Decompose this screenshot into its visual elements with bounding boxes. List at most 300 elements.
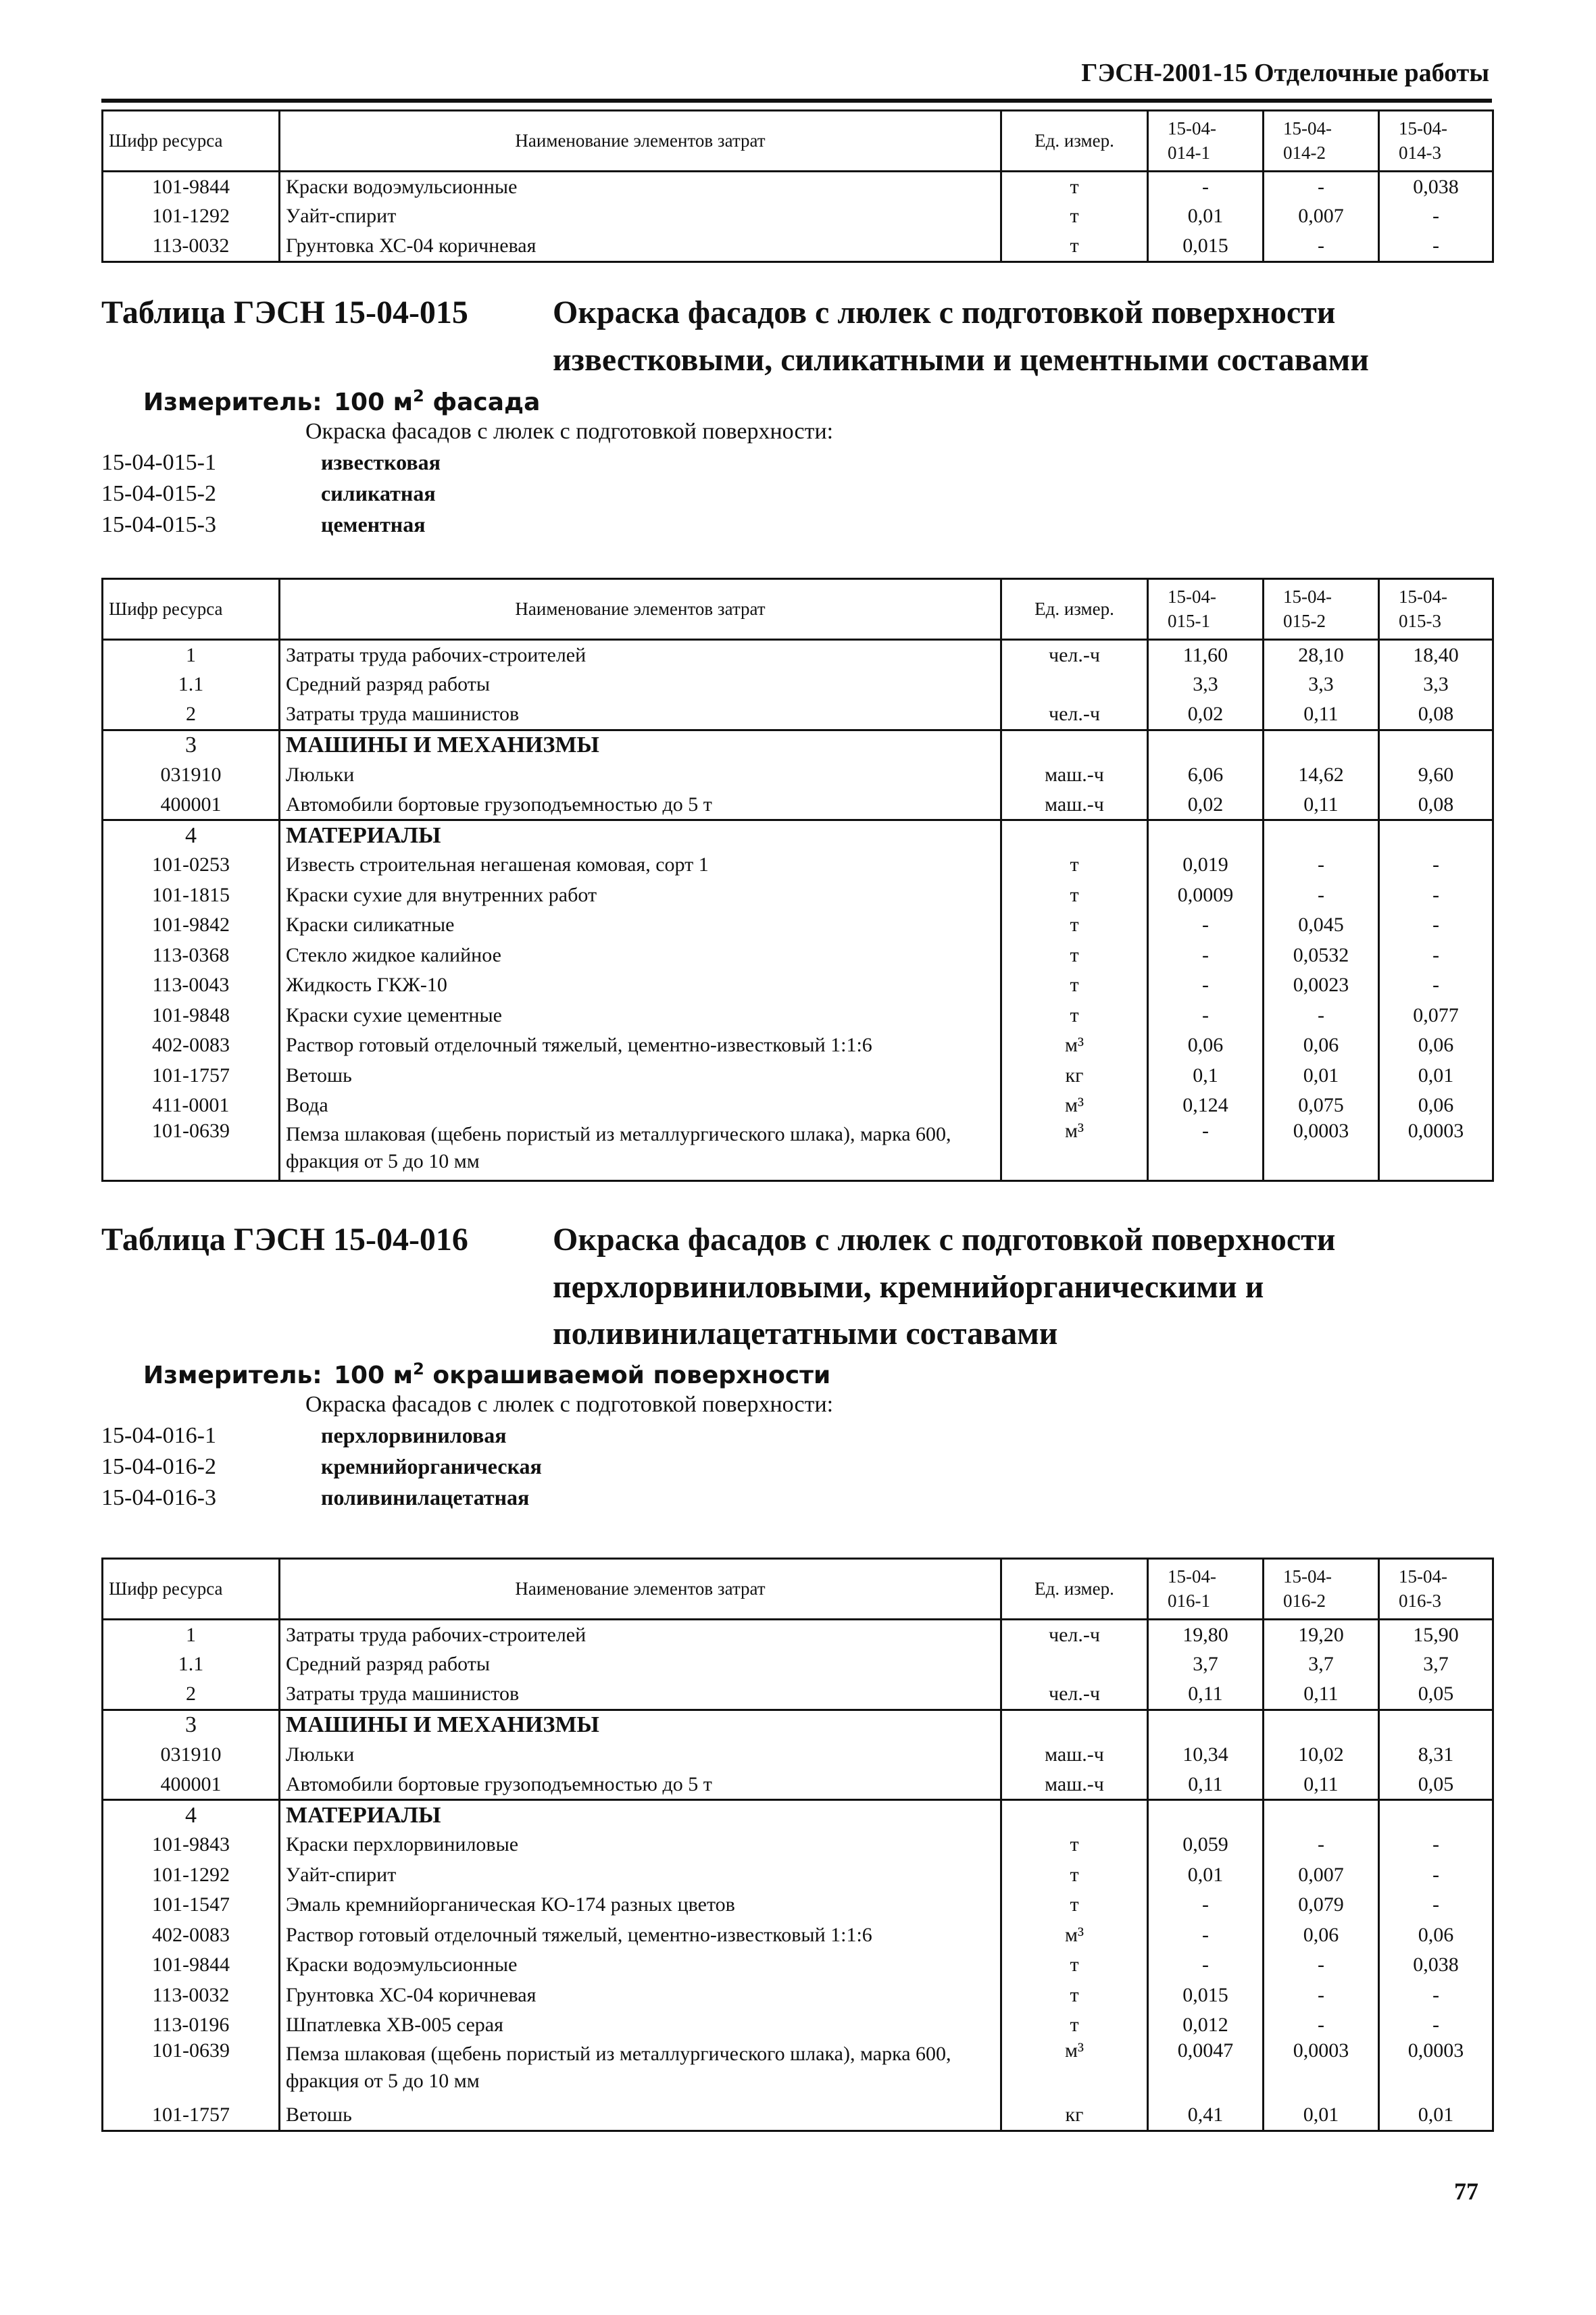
table-row [103,1981,1493,2011]
resource-code: 113-0043 [103,970,280,1001]
norm-value: 6,06 [1148,760,1264,791]
norm-value: 0,05 [1379,1680,1493,1710]
norm-value [1379,1800,1493,1831]
header-norm-code [1264,111,1379,172]
norm-value: - [1379,880,1493,911]
header-norm-code [1379,1559,1493,1620]
table-row [103,880,1493,911]
header-norm-code [1264,579,1379,640]
variant-code: 15-04-015-3 [101,512,216,537]
resource-code: 400001 [103,790,280,820]
element-name: Люльки [280,760,1001,791]
resource-code: 101-1757 [103,2101,280,2131]
variant-line [101,1485,709,1515]
unit: м³ [1001,2041,1148,2101]
norm-code-part: 15-04- [1168,118,1216,139]
resource-code: 101-1757 [103,1061,280,1091]
meter-label: Измеритель: [143,1362,322,1389]
resource-code: 101-9843 [103,1830,280,1860]
header-norm-code [1148,579,1264,640]
element-name: Жидкость ГКЖ-10 [280,970,1001,1001]
table-title-016 [101,1216,1493,1358]
unit: т [1001,880,1148,911]
element-name: Люльки [280,1740,1001,1770]
variant-line [101,481,709,511]
unit [1001,670,1148,700]
norm-value: - [1379,201,1493,232]
table-row [103,1121,1493,1181]
table-row [103,1091,1493,1121]
norm-value: - [1379,1830,1493,1860]
norm-value: - [1379,850,1493,880]
table-row [103,1920,1493,1951]
element-name: Пемза шлаковая (щебень пористый из металлургического шлака), марка 600, фракция от 5 до 10 мм [280,1121,1001,1181]
norm-value: - [1264,1981,1379,2011]
norm-value: - [1148,1890,1264,1920]
resource-code: 101-9842 [103,910,280,941]
unit [1001,730,1148,760]
unit: т [1001,201,1148,232]
norm-value: 0,11 [1148,1770,1264,1800]
element-name: Краски водоэмульсионные [280,172,1001,202]
norm-value: - [1379,970,1493,1001]
table-row [103,1950,1493,1981]
header-norm-code [1379,111,1493,172]
norm-value: - [1148,910,1264,941]
resource-table-014-continued [101,109,1494,263]
norm-value [1264,1710,1379,1740]
norm-value: 0,08 [1379,790,1493,820]
header-element-name: Наименование элементов затрат [280,1559,1001,1620]
unit: чел.-ч [1001,700,1148,730]
norm-value [1379,820,1493,851]
unit: чел.-ч [1001,1620,1148,1650]
element-name: Затраты труда машинистов [280,700,1001,730]
table-row [103,1030,1493,1061]
norm-value: - [1264,850,1379,880]
resource-code: 3 [103,1710,280,1740]
resource-code: 402-0083 [103,1920,280,1951]
variant-code: 15-04-016-3 [101,1485,216,1510]
table-row [103,640,1493,670]
element-name: Краски сухие для внутренних работ [280,880,1001,911]
norm-value: 0,02 [1148,790,1264,820]
norm-code-part: 15-04- [1283,587,1332,607]
table-row [103,1680,1493,1710]
norm-value: 0,05 [1379,1770,1493,1800]
norm-value: 0,11 [1264,790,1379,820]
norm-code-part: 15-04- [1168,1566,1216,1587]
header-resource-code: Шифр ресурса [103,579,280,640]
norm-value: 0,01 [1264,2101,1379,2131]
norm-value: - [1148,1920,1264,1951]
variant-name: поливинилацетатная [321,1485,530,1510]
unit: кг [1001,2101,1148,2131]
table-label: Таблица ГЭСН 15-04-015 [101,295,468,330]
resource-code: 2 [103,1680,280,1710]
table-row [103,2101,1493,2131]
element-name: Грунтовка ХС-04 коричневая [280,232,1001,262]
resource-code: 4 [103,820,280,851]
resource-code: 101-1292 [103,201,280,232]
table-row [103,1890,1493,1920]
norm-value: - [1148,970,1264,1001]
header-unit: Ед. измер. [1001,1559,1148,1620]
table-heading: Окраска фасадов с люлек с подготовкой поверхности перхлорвиниловыми, кремнийорганическими и поливинилацетатными составами [553,1222,1336,1352]
norm-value: 0,01 [1148,201,1264,232]
unit: маш.-ч [1001,790,1148,820]
norm-value: 0,06 [1379,1030,1493,1061]
resource-code: 4 [103,1800,280,1831]
unit: м³ [1001,1121,1148,1181]
unit: маш.-ч [1001,760,1148,791]
norm-value: 0,06 [1379,1091,1493,1121]
header-norm-code [1379,579,1493,640]
variant-code: 15-04-016-2 [101,1454,216,1479]
table-row [103,1710,1493,1740]
norm-value: 0,08 [1379,700,1493,730]
table-row [103,1770,1493,1800]
element-name: Раствор готовый отделочный тяжелый, цементно-известковый 1:1:6 [280,1920,1001,1951]
unit: т [1001,941,1148,971]
table-heading: Окраска фасадов с люлек с подготовкой поверхности известковыми, силикатными и цементными составами [553,295,1369,378]
table-row [103,760,1493,791]
norm-value: 0,012 [1148,2010,1264,2041]
norm-code-part: 014-1 [1168,142,1210,163]
element-name: Пемза шлаковая (щебень пористый из металлургического шлака), марка 600, фракция от 5 до 10 мм [280,2041,1001,2101]
element-name: Автомобили бортовые грузоподъемностью до 5 т [280,1770,1001,1800]
element-name: Краски сухие цементные [280,1001,1001,1031]
unit: маш.-ч [1001,1770,1148,1800]
norm-value: - [1264,880,1379,911]
norm-value: - [1379,1890,1493,1920]
norm-value: 0,059 [1148,1830,1264,1860]
element-name: Автомобили бортовые грузоподъемностью до 5 т [280,790,1001,820]
norm-value: 0,075 [1264,1091,1379,1121]
resource-code: 101-0639 [103,2041,280,2101]
table-label: Таблица ГЭСН 15-04-016 [101,1222,468,1258]
element-name: Затраты труда рабочих-строителей [280,640,1001,670]
norm-value: 3,7 [1379,1649,1493,1680]
resource-code: 101-1547 [103,1890,280,1920]
element-name: Эмаль кремнийорганическая КО-174 разных цветов [280,1890,1001,1920]
variant-name: известковая [321,450,441,474]
norm-value: 14,62 [1264,760,1379,791]
element-name: Средний разряд работы [280,1649,1001,1680]
resource-code: 031910 [103,1740,280,1770]
norm-value: 0,0003 [1379,1121,1493,1181]
norm-value: 0,124 [1148,1091,1264,1121]
resource-code: 113-0032 [103,1981,280,2011]
norm-value: 3,3 [1264,670,1379,700]
resource-code: 1.1 [103,1649,280,1680]
norm-value: 10,02 [1264,1740,1379,1770]
norm-value: 0,01 [1148,1860,1264,1891]
unit [1001,1649,1148,1680]
variant-name: перхлорвиниловая [321,1423,507,1447]
norm-value: 0,01 [1264,1061,1379,1091]
table-row [103,1001,1493,1031]
unit: т [1001,1981,1148,2011]
meter-exponent: 2 [413,387,424,405]
element-name: Средний разряд работы [280,670,1001,700]
meter-value: 100 м [334,1362,414,1389]
variant-line [101,1454,709,1484]
unit: т [1001,172,1148,202]
unit: чел.-ч [1001,640,1148,670]
resource-code: 101-0253 [103,850,280,880]
variant-line [101,450,709,480]
element-name: МАТЕРИАЛЫ [280,1800,1001,1831]
norm-value: 0,0023 [1264,970,1379,1001]
table-row [103,670,1493,700]
element-name: Уайт-спирит [280,1860,1001,1891]
norm-value [1264,820,1379,851]
norm-value: 0,06 [1264,1920,1379,1951]
norm-value: 11,60 [1148,640,1264,670]
norm-value: 19,80 [1148,1620,1264,1650]
header-norm-code [1148,111,1264,172]
norm-value [1148,1710,1264,1740]
variant-name: силикатная [321,481,436,505]
norm-code-part: 15-04- [1168,587,1216,607]
norm-value: 0,007 [1264,201,1379,232]
norm-value: 0,0003 [1264,2041,1379,2101]
table-row [103,172,1493,202]
unit: м³ [1001,1091,1148,1121]
header-resource-code: Шифр ресурса [103,1559,280,1620]
norm-value: 0,0047 [1148,2041,1264,2101]
table-row [103,2010,1493,2041]
running-header-text: ГЭСН-2001-15 Отделочные работы [1081,59,1489,87]
norm-value: 3,7 [1148,1649,1264,1680]
element-name: МАТЕРИАЛЫ [280,820,1001,851]
norm-value: - [1264,2010,1379,2041]
resource-code: 113-0196 [103,2010,280,2041]
norm-code-part: 016-3 [1399,1590,1441,1611]
header-resource-code: Шифр ресурса [103,111,280,172]
norm-value: 0,038 [1379,172,1493,202]
norm-value [1264,730,1379,760]
norm-value: 0,1 [1148,1061,1264,1091]
norm-code-part: 15-04- [1283,1566,1332,1587]
variant-code: 15-04-016-1 [101,1423,216,1448]
table-row [103,790,1493,820]
table-row [103,1740,1493,1770]
norm-code-part: 15-04- [1399,118,1447,139]
variants-intro: Окраска фасадов с люлек с подготовкой поверхности: [305,419,834,444]
norm-code-part: 014-3 [1399,142,1441,163]
norm-value: - [1264,1830,1379,1860]
norm-code-part: 15-04- [1399,1566,1447,1587]
norm-value: 0,019 [1148,850,1264,880]
meter-object: фасада [424,389,541,416]
norm-value: - [1379,910,1493,941]
unit: т [1001,1860,1148,1891]
table-row [103,820,1493,851]
variant-code: 15-04-015-1 [101,450,216,475]
norm-value: - [1148,172,1264,202]
norm-value [1148,730,1264,760]
header-unit: Ед. измер. [1001,579,1148,640]
norm-code-part: 15-04- [1283,118,1332,139]
norm-value: 0,11 [1148,1680,1264,1710]
unit: маш.-ч [1001,1740,1148,1770]
norm-value: 0,11 [1264,700,1379,730]
resource-code: 101-9844 [103,172,280,202]
element-name: Краски перхлорвиниловые [280,1830,1001,1860]
norm-code-part: 15-04- [1399,587,1447,607]
element-name: Краски водоэмульсионные [280,1950,1001,1981]
norm-value: 0,015 [1148,1981,1264,2011]
unit: т [1001,970,1148,1001]
norm-value: 10,34 [1148,1740,1264,1770]
unit: т [1001,2010,1148,2041]
norm-value: 9,60 [1379,760,1493,791]
resource-code: 1 [103,1620,280,1650]
norm-value: - [1264,1001,1379,1031]
table-row [103,1830,1493,1860]
norm-value: - [1264,232,1379,262]
norm-value: 8,31 [1379,1740,1493,1770]
norm-value [1379,1710,1493,1740]
element-name: Грунтовка ХС-04 коричневая [280,1981,1001,2011]
norm-value: 0,038 [1379,1950,1493,1981]
norm-value [1379,730,1493,760]
resource-code: 101-0639 [103,1121,280,1181]
norm-value: 0,11 [1264,1680,1379,1710]
norm-value: 0,0003 [1379,2041,1493,2101]
norm-value: 19,20 [1264,1620,1379,1650]
unit [1001,1710,1148,1740]
header-norm-code [1148,1559,1264,1620]
resource-code: 101-9848 [103,1001,280,1031]
header-unit: Ед. измер. [1001,111,1148,172]
resource-table-016 [101,1558,1494,2132]
unit: м³ [1001,1030,1148,1061]
norm-value: 0,06 [1264,1030,1379,1061]
norm-value: 0,0532 [1264,941,1379,971]
element-name: МАШИНЫ И МЕХАНИЗМЫ [280,1710,1001,1740]
element-name: Вода [280,1091,1001,1121]
norm-value: 0,045 [1264,910,1379,941]
unit: кг [1001,1061,1148,1091]
norm-value: 0,06 [1148,1030,1264,1061]
resource-code: 3 [103,730,280,760]
variant-code: 15-04-015-2 [101,481,216,506]
resource-code: 402-0083 [103,1030,280,1061]
norm-value: 15,90 [1379,1620,1493,1650]
norm-value: 0,11 [1264,1770,1379,1800]
unit: т [1001,850,1148,880]
norm-code-part: 015-2 [1283,610,1326,631]
norm-value: 0,01 [1379,2101,1493,2131]
norm-value: 0,06 [1379,1920,1493,1951]
norm-value: - [1264,172,1379,202]
unit: т [1001,232,1148,262]
table-row [103,1620,1493,1650]
norm-value: 0,41 [1148,2101,1264,2131]
norm-value: - [1264,1950,1379,1981]
norm-value: - [1379,232,1493,262]
table-row [103,201,1493,232]
norm-value: - [1148,1121,1264,1181]
norm-value: - [1148,941,1264,971]
unit: т [1001,1890,1148,1920]
resource-code: 101-9844 [103,1950,280,1981]
element-name: Раствор готовый отделочный тяжелый, цементно-известковый 1:1:6 [280,1030,1001,1061]
element-name: Стекло жидкое калийное [280,941,1001,971]
element-name: Известь строительная негашеная комовая, сорт 1 [280,850,1001,880]
resource-code: 1.1 [103,670,280,700]
table-title-015 [101,289,1493,384]
norm-value: 0,02 [1148,700,1264,730]
norm-value: 3,7 [1264,1649,1379,1680]
resource-code: 101-1815 [103,880,280,911]
resource-table-015 [101,578,1494,1182]
resource-code: 031910 [103,760,280,791]
unit: т [1001,1001,1148,1031]
table-row [103,1649,1493,1680]
element-name: Ветошь [280,2101,1001,2131]
table-row [103,1061,1493,1091]
norm-value: 0,077 [1379,1001,1493,1031]
unit [1001,820,1148,851]
table-row [103,941,1493,971]
element-name: МАШИНЫ И МЕХАНИЗМЫ [280,730,1001,760]
unit: т [1001,910,1148,941]
meter-label: Измеритель: [143,389,322,416]
header-norm-code [1264,1559,1379,1620]
element-name: Шпатлевка ХВ-005 серая [280,2010,1001,2041]
element-name: Ветошь [280,1061,1001,1091]
norm-value: 0,01 [1379,1061,1493,1091]
meter-line [143,1360,830,1389]
norm-code-part: 015-1 [1168,610,1210,631]
unit [1001,1800,1148,1831]
norm-value: 3,3 [1148,670,1264,700]
table-row [103,700,1493,730]
unit: т [1001,1950,1148,1981]
resource-code: 411-0001 [103,1091,280,1121]
norm-value: 18,40 [1379,640,1493,670]
meter-value: 100 м [334,389,414,416]
running-header [101,58,1492,103]
variant-line [101,512,709,542]
element-name: Затраты труда машинистов [280,1680,1001,1710]
norm-value: - [1379,941,1493,971]
norm-value: 0,0009 [1148,880,1264,911]
norm-code-part: 016-1 [1168,1590,1210,1611]
meter-line [143,387,540,416]
unit: чел.-ч [1001,1680,1148,1710]
variant-name: кремнийорганическая [321,1454,542,1478]
norm-value: - [1379,1860,1493,1891]
norm-value: 0,015 [1148,232,1264,262]
table-row [103,1860,1493,1891]
table-row [103,730,1493,760]
norm-value: - [1148,1001,1264,1031]
norm-code-part: 015-3 [1399,610,1441,631]
table-row [103,850,1493,880]
norm-value: 0,007 [1264,1860,1379,1891]
resource-code: 113-0032 [103,232,280,262]
header-element-name: Наименование элементов затрат [280,579,1001,640]
norm-code-part: 016-2 [1283,1590,1326,1611]
table-row [103,910,1493,941]
resource-code: 2 [103,700,280,730]
meter-object: окрашиваемой поверхности [424,1362,831,1389]
